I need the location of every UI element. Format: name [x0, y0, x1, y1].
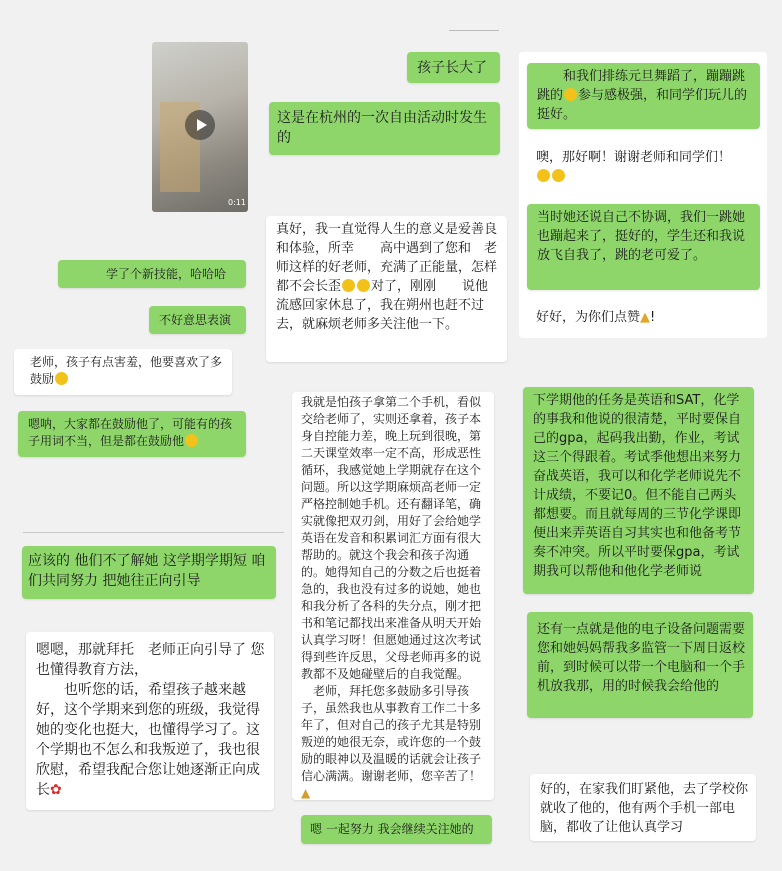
message-bubble: 学了个新技能，哈哈哈	[58, 260, 246, 288]
message-bubble: 真好，我一直觉得人生的意义是爱善良和体验，所幸 高中遇到了您和 老师这样的好老师，充满了正能量，怎样都不会长歪 对了，刚刚 说他流感回家休息了，我在朔州也赶不过去，就麻烦老师多关注他一下。	[266, 216, 507, 362]
message-bubble: 好的，在家我们盯紧他，去了学校你就收了他的，他有两个手机一部电脑，都收了让他认真学习	[530, 774, 756, 841]
message-bubble: 当时她还说自己不协调，我们一跳她也蹦起来了，挺好的，学生还和我说 放飞自我了，跳的老可爱了。	[527, 204, 760, 290]
message-bubble: 下学期他的任务是英语和SAT，化学的事我和他说的很清楚，平时要保自己的gpa，起码我出勤，作业，考试这三个得跟着。考试季他想出来努力奋战英语，我可以和化学老师说先不计成绩，不要记0。但不能自己两头都想要。而且就每周的三节化学课即便出来弄英语自习其实也和他备考节奏不冲突。所以平时要保gpa，考试期我可以帮他和他化学老师说	[523, 387, 754, 594]
pray-emoji-icon: ▲	[301, 786, 311, 800]
message-bubble: 好好，为你们点赞▲!	[530, 307, 730, 333]
thumbs-up-emoji-icon: ▲	[640, 310, 651, 325]
grin-emoji-icon	[185, 434, 198, 447]
grin-emoji-icon	[564, 88, 577, 101]
message-bubble: 应该的 他们不了解她 这学期学期短 咱们共同努力 把她往正向引导	[22, 546, 276, 599]
grin-emoji-icon	[357, 279, 370, 292]
message-bubble: 我就是怕孩子拿第二个手机，看似交给老师了，实则还拿着，孩子本身自控能力差，晚上玩到很晚，第二天课堂效率一定不高，形成恶性循环，我感觉她上学期就存在这个问题。所以这学期麻烦高老师一定严格控制她手机。还有翻译笔，确实就像把双刃剑，用好了会给她学英语在发音和积累词汇方面有很大帮助的。就这个我会和孩子沟通的。她得知自己的分数之后也挺着急的，我也没有过多的说她，她也和我分析了各科的失分点，刚才把书和笔记都找出来准备从明天开始认真学习呀！但愿她通过这次考试得到些许反思，父母老师再多的说教都不及她碰壁后的自我觉醒。 老师，拜托您多鼓励多引导孩子，虽然我也从事教育工作二十多年了，但对自己的孩子尤其是特别叛逆的她很无奈，或许您的一个鼓励的眼神以及温暖的话就会让孩子信心满满。谢谢老师，您辛苦了！▲	[292, 392, 494, 800]
video-thumbnail[interactable]	[152, 42, 248, 212]
message-bubble: 还有一点就是他的电子设备问题需要您和她妈妈帮我多监管一下周日返校前，到时候可以带一个电脑和一个手机放我那，用的时候我会给他的	[527, 612, 753, 718]
message-bubble: 嗯 一起努力 我会继续关注她的	[301, 815, 492, 844]
video-duration: 0:11	[228, 198, 246, 207]
rose-emoji-icon: ✿	[50, 782, 62, 798]
message-bubble: 和我们排练元旦舞蹈了，蹦蹦跳跳的 参与感极强，和同学们玩儿的挺好。	[527, 63, 760, 129]
play-icon[interactable]	[185, 110, 215, 140]
message-bubble: 嗯嗯，那就拜托 老师正向引导了 您也懂得教育方法， 也听您的话，希望孩子越来越好，这个学期来到您的班级，我觉得她的变化也挺大，也懂得学习了。这个学期也不怎么和我叛逆了，我也很欣慰，希望我配合您让她逐渐正向成长✿	[26, 632, 274, 810]
message-bubble: 这是在杭州的一次自由活动时发生的	[269, 102, 500, 155]
message-bubble: 老师，孩子有点害羞，他要喜欢了多鼓励	[14, 349, 232, 395]
message-bubble: 不好意思表演	[149, 306, 246, 334]
grin-emoji-icon	[55, 372, 68, 385]
grin-emoji-icon	[552, 169, 565, 182]
message-bubble: 孩子长大了	[407, 52, 500, 83]
message-bubble: 嗯呐，大家都在鼓励他了，可能有的孩子用词不当，但是都在鼓励他	[18, 411, 246, 457]
divider-line	[449, 30, 499, 31]
separator-line	[23, 532, 284, 533]
message-bubble: 噢，那好啊！谢谢老师和同学们！	[530, 146, 760, 190]
grin-emoji-icon	[342, 279, 355, 292]
grin-emoji-icon	[537, 169, 550, 182]
